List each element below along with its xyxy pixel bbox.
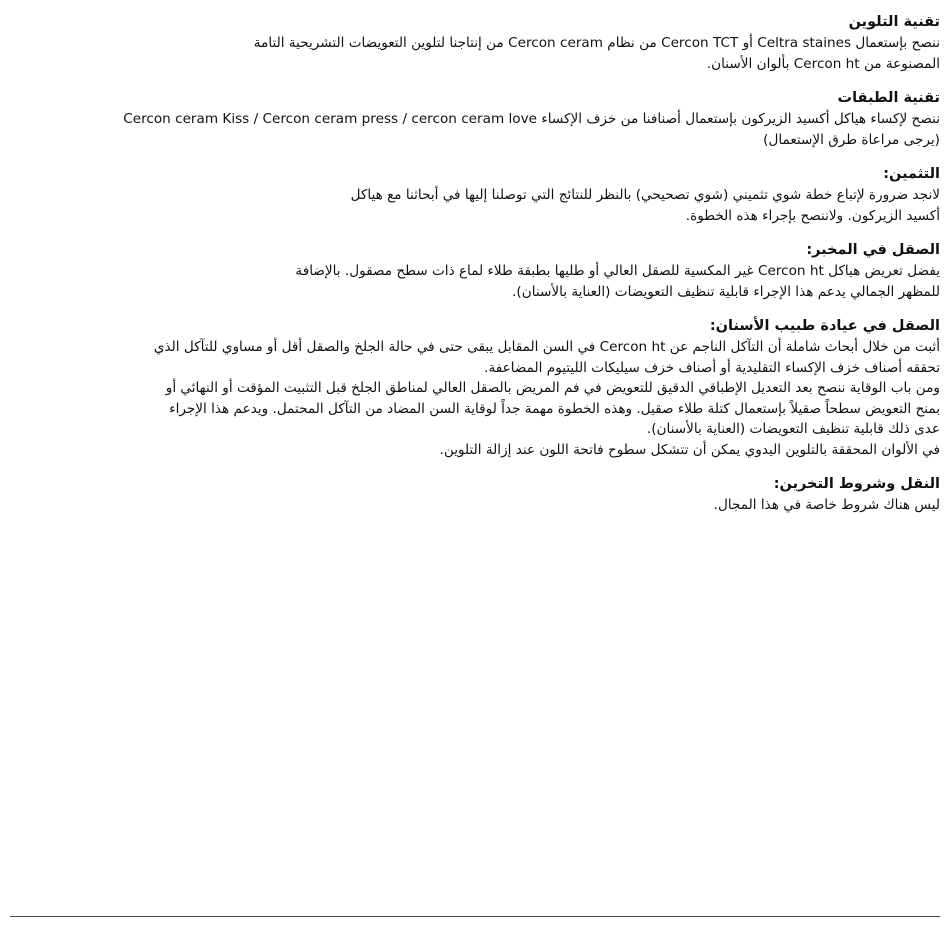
section-title: الصقل في المخبر: [806, 242, 940, 258]
body-line: ننصح بإستعمال Celtra staines أو Cercon TCT من نظام Cercon ceram من إنتاجنا لتلوين التعويضات التشريحية التامة [253, 35, 940, 51]
section-title: التثمين: [883, 166, 940, 182]
body-line: أثبت من خلال أبحاث شاملة أن التآكل الناجم عن Cercon ht في السن المقابل يبقى حتى في حالة الجلخ والصقل أقل أو مساوي للتآكل الذي [153, 339, 940, 355]
section-title: تقنية الطبقات [837, 90, 940, 106]
section-clinic-polishing [10, 316, 940, 460]
section-coloring [10, 12, 940, 74]
body-line: عدى ذلك قابلية تنظيف التعويضات (العناية بالأسنان). [646, 421, 940, 437]
section-body [10, 337, 940, 460]
section-title: الصقل في عيادة طبيب الأسنان: [709, 318, 940, 334]
section-transport-storage [10, 474, 940, 516]
body-line: أكسيد الزيركون. ولاننصح بإجراء هذه الخطوة. [685, 207, 940, 224]
body-line: ننصح لإكساء هياكل أكسيد الزيركون بإستعمال أصنافنا من خزف الإكساء Cercon ceram Kiss / Cercon ceram press / cercon ceram love [123, 111, 940, 127]
body-line: للمظهر الجمالي يدعم هذا الإجراء قابلية تنظيف التعويضات (العناية بالأسنان). [512, 283, 940, 300]
section-body [10, 185, 940, 226]
footer-divider [10, 916, 940, 917]
body-line: لانجد ضرورة لإتباع خطة شوي تثميني (شوي تصحيحي) بالنظر للنتائج التي توصلنا إليها في أبحاثنا مع هياكل [350, 187, 940, 203]
section-title: تقنية التلوين [848, 14, 940, 30]
section-body [10, 109, 940, 150]
body-line: تحققه أصناف خزف الإكساء التقليدية أو أصناف خزف سيليكات الليتيوم المضاعفة. [484, 359, 940, 376]
body-line: يفضل تعريض هياكل Cercon ht غير المكسية للصقل العالي أو طليها بطبقة طلاء لماع ذات سطح مصقول. بالإضافة [295, 263, 940, 279]
body-line: بمنح التعويض سطحاً صقيلاً بإستعمال كتلة طلاء صقيل. وهذه الخطوة مهمة جداً لوقاية السن المضاد من التآكل المحتمل. ويدعم هذا الإجراء [169, 400, 940, 417]
section-body [10, 33, 940, 74]
section-firing [10, 164, 940, 226]
section-layering [10, 88, 940, 150]
section-body [10, 495, 940, 516]
body-line: (يرجى مراعاة طرق الإستعمال) [763, 131, 940, 148]
section-body [10, 261, 940, 302]
body-line: ومن باب الوقاية ننصح بعد التعديل الإطباقي الدقيق للتعويض في فم المريض بالصقل العالي لمناطق الجلخ قبل التثبيت المؤقت أو النهائي أو [165, 380, 940, 396]
body-line: المصنوعة من Cercon ht بألوان الأسنان. [706, 55, 940, 72]
section-title: النقل وشروط التخرين: [773, 476, 940, 492]
body-line: في الألوان المحققة بالتلوين اليدوي يمكن أن تتشكل سطوح فاتحة اللون عند إزالة التلوين. [439, 441, 940, 458]
body-line: ليس هناك شروط خاصة في هذا المجال. [713, 497, 940, 513]
document-page [10, 12, 940, 530]
section-lab-polishing [10, 240, 940, 302]
